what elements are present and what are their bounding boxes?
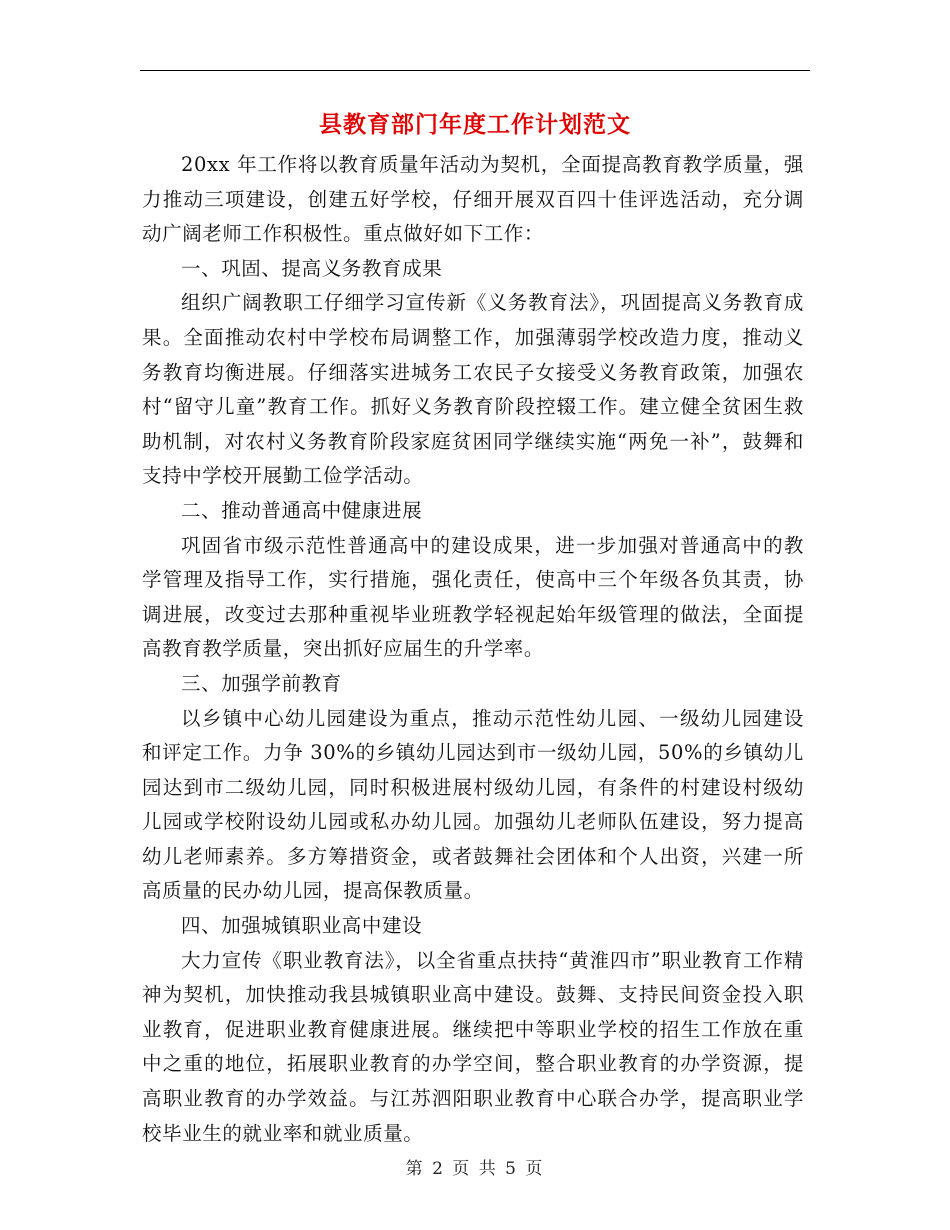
section-heading-1: 一、巩固、提高义务教育成果 <box>181 256 443 280</box>
section-paragraph-4: 大力宣传《职业教育法》，以全省重点扶持“黄淮四市”职业教育工作精神为契机，加快推动我县城镇职业高中建设。鼓舞、支持民间资金投入职业教育，促进职业教育健康进展。继续把中等职业学校的招生工作放在重中之重的地位，拓展职业教育的办学空间，整合职业教育的办学资源，提高职业教育的办学效益。与江苏泗阳职业教育中心联合办学，提高职业学校毕业生的就业率和就业质量。 <box>142 948 804 1145</box>
footer-total-pages: 5 <box>505 1159 518 1179</box>
footer-current-page: 2 <box>432 1159 445 1179</box>
section-paragraph-2: 巩固省市级示范性普通高中的建设成果，进一步加强对普通高中的教学管理及指导工作，实行措施，强化责任，使高中三个年级各负其责，协调进展，改变过去那种重视毕业班教学轻视起始年级管理的做法，全面提高教育教学质量，突出抓好应届生的升学率。 <box>142 533 804 661</box>
section-paragraph-3: 以乡镇中心幼儿园建设为重点，推动示范性幼儿园、一级幼儿园建设和评定工作。力争 30%的乡镇幼儿园达到市一级幼儿园，50%的乡镇幼儿园达到市二级幼儿园，同时积极进展村级幼儿园，有条件的村建设村级幼儿园或学校附设幼儿园或私办幼儿园。加强幼儿老师队伍建设，努力提高幼儿老师素养。多方筹措资金，或者鼓舞社会团体和个人出资，兴建一所高质量的民办幼儿园，提高保教质量。 <box>142 706 804 903</box>
section-heading-3: 三、加强学前教育 <box>181 671 342 695</box>
page-title: 县教育部门年度工作计划范文 <box>319 111 631 138</box>
header-rule <box>140 70 810 71</box>
footer-prefix: 第 <box>405 1159 425 1179</box>
section-heading-2: 二、推动普通高中健康进展 <box>181 498 423 522</box>
footer-middle: 页 共 <box>452 1159 498 1179</box>
intro-paragraph: 20xx 年工作将以教育质量年活动为契机，全面提高教育教学质量，强力推动三项建设，创建五好学校，仔细开展双百四十佳评选活动，充分调动广阔老师工作积极性。重点做好如下工作： <box>142 153 804 246</box>
document-body <box>142 148 804 1151</box>
footer-suffix: 页 <box>525 1159 545 1179</box>
page-footer <box>0 1154 950 1179</box>
section-paragraph-1: 组织广阔教职工仔细学习宣传新《义务教育法》，巩固提高义务教育成果。全面推动农村中学校布局调整工作，加强薄弱学校改造力度，推动义务教育均衡进展。仔细落实进城务工农民子女接受义务教育政策，加强农村“留守儿童”教育工作。抓好义务教育阶段控辍工作。建立健全贫困生救助机制，对农村义务教育阶段家庭贫困同学继续实施“两免一补”，鼓舞和支持中学校开展勤工俭学活动。 <box>142 291 804 488</box>
section-heading-4: 四、加强城镇职业高中建设 <box>181 914 423 938</box>
